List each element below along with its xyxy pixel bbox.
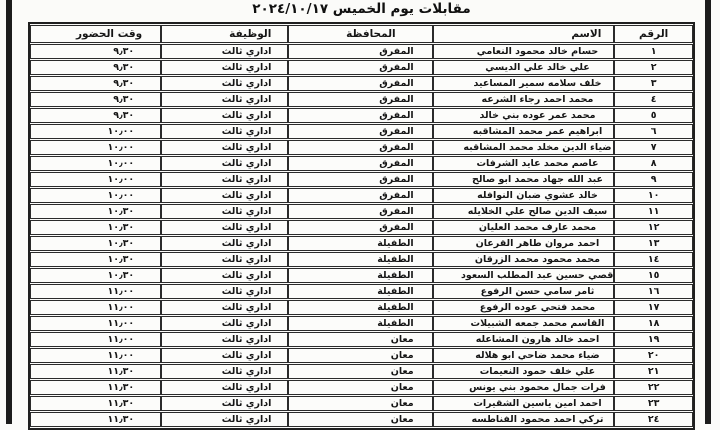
cell-time: ١٠٫٠٠ <box>30 172 161 187</box>
cell-number: ٢٢ <box>614 380 693 395</box>
cell-job: اداري ثالث <box>161 188 288 203</box>
cell-name: عبد الله جهاد محمد ابو صالح <box>433 172 615 187</box>
cell-number: ١٦ <box>614 284 693 299</box>
header-row <box>30 25 693 43</box>
cell-name: محمد فتحي عوده الرفوع <box>433 300 615 315</box>
cell-number: ١٧ <box>614 300 693 315</box>
cell-time: ١٠٫٠٠ <box>30 156 161 171</box>
cell-name: عاصم محمد عايد الشرفات <box>433 156 615 171</box>
cell-governorate: المفرق <box>288 188 432 203</box>
cell-governorate: المفرق <box>288 108 432 123</box>
cell-governorate: معان <box>288 364 432 379</box>
header-cell-name: الاسم <box>433 25 615 43</box>
cell-governorate: الطفيلة <box>288 252 432 267</box>
cell-name: احمد امين ياسين الشقيرات <box>433 396 615 411</box>
cell-governorate: المفرق <box>288 44 432 59</box>
cell-number: ٨ <box>614 156 693 171</box>
cell-time: ١٠٫٣٠ <box>30 236 161 251</box>
cell-time: ٩٫٣٠ <box>30 60 161 75</box>
cell-name: محمد عمر عوده بني خالد <box>433 108 615 123</box>
cell-time: ١٠٫٣٠ <box>30 268 161 283</box>
cell-time: ١٠٫٠٠ <box>30 188 161 203</box>
table-row <box>30 284 693 299</box>
cell-number: ٥ <box>614 108 693 123</box>
cell-job: اداري ثالث <box>161 396 288 411</box>
table-row <box>30 76 693 91</box>
header-cell-governorate: المحافظة <box>288 25 432 43</box>
cell-governorate: معان <box>288 348 432 363</box>
table-row <box>30 220 693 235</box>
header-cell-time: وقت الحضور <box>30 25 161 43</box>
cell-name: محمد احمد رجاء الشرعه <box>433 92 615 107</box>
cell-job: اداري ثالث <box>161 140 288 155</box>
cell-job: اداري ثالث <box>161 60 288 75</box>
cell-governorate: الطفيلة <box>288 300 432 315</box>
cell-governorate: معان <box>288 412 432 427</box>
cell-name: احمد خالد هارون المشاعله <box>433 332 615 347</box>
table-row <box>30 204 693 219</box>
cell-job: اداري ثالث <box>161 332 288 347</box>
table-row <box>30 252 693 267</box>
cell-job: اداري ثالث <box>161 220 288 235</box>
cell-governorate: معان <box>288 396 432 411</box>
table-row <box>30 380 693 395</box>
cell-job: اداري ثالث <box>161 252 288 267</box>
table-row <box>30 140 693 155</box>
cell-name: تركي احمد محمود الفناطسه <box>433 412 615 427</box>
table-row <box>30 332 693 347</box>
cell-name: فرات جمال محمود بني يونس <box>433 380 615 395</box>
cell-time: ٩٫٣٠ <box>30 108 161 123</box>
cell-time: ٩٫٣٠ <box>30 44 161 59</box>
schedule-table <box>28 22 695 430</box>
cell-time: ٩٫٣٠ <box>30 92 161 107</box>
table-row <box>30 92 693 107</box>
cell-name: ضياء محمد ضاحي ابو هلاله <box>433 348 615 363</box>
page-border-right <box>705 0 711 424</box>
cell-name: علي خالد علي الديسي <box>433 60 615 75</box>
table-body <box>30 44 693 427</box>
cell-job: اداري ثالث <box>161 412 288 427</box>
page-border-left <box>6 0 12 424</box>
cell-number: ٢ <box>614 60 693 75</box>
cell-time: ١١٫٠٠ <box>30 332 161 347</box>
cell-time: ١١٫٠٠ <box>30 316 161 331</box>
cell-number: ١٠ <box>614 188 693 203</box>
document-title: مقابلات يوم الخميس ٢٠٢٤/١٠/١٧ <box>252 1 471 17</box>
cell-job: اداري ثالث <box>161 236 288 251</box>
table-row <box>30 188 693 203</box>
cell-number: ١١ <box>614 204 693 219</box>
cell-governorate: المفرق <box>288 220 432 235</box>
cell-governorate: المفرق <box>288 140 432 155</box>
cell-time: ١٠٫٠٠ <box>30 124 161 139</box>
cell-governorate: الطفيلة <box>288 284 432 299</box>
cell-time: ١٠٫٣٠ <box>30 252 161 267</box>
cell-number: ٦ <box>614 124 693 139</box>
cell-time: ١١٫٣٠ <box>30 396 161 411</box>
cell-governorate: المفرق <box>288 76 432 91</box>
cell-job: اداري ثالث <box>161 268 288 283</box>
cell-number: ١٩ <box>614 332 693 347</box>
cell-governorate: المفرق <box>288 156 432 171</box>
cell-number: ٢٣ <box>614 396 693 411</box>
table-row <box>30 396 693 411</box>
cell-name: سيف الدين صالح علي الخلايله <box>433 204 615 219</box>
table-row <box>30 348 693 363</box>
cell-time: ٩٫٣٠ <box>30 76 161 91</box>
cell-job: اداري ثالث <box>161 300 288 315</box>
table-row <box>30 364 693 379</box>
table-row <box>30 108 693 123</box>
cell-number: ١٣ <box>614 236 693 251</box>
cell-governorate: الطفيلة <box>288 236 432 251</box>
cell-number: ١٤ <box>614 252 693 267</box>
cell-time: ١١٫٠٠ <box>30 348 161 363</box>
cell-number: ٩ <box>614 172 693 187</box>
cell-job: اداري ثالث <box>161 204 288 219</box>
table-row <box>30 236 693 251</box>
header-cell-number: الرقم <box>614 25 693 43</box>
cell-number: ١٢ <box>614 220 693 235</box>
cell-job: اداري ثالث <box>161 284 288 299</box>
cell-time: ١١٫٣٠ <box>30 364 161 379</box>
table-row <box>30 60 693 75</box>
cell-governorate: الطفيلة <box>288 268 432 283</box>
table-row <box>30 412 693 427</box>
cell-name: خلف سلامه سمير المساعيد <box>433 76 615 91</box>
cell-governorate: المفرق <box>288 172 432 187</box>
cell-time: ١٠٫٠٠ <box>30 140 161 155</box>
cell-number: ١٥ <box>614 268 693 283</box>
table-row <box>30 156 693 171</box>
cell-job: اداري ثالث <box>161 156 288 171</box>
cell-name: علي خلف حمود النعيمات <box>433 364 615 379</box>
cell-governorate: المفرق <box>288 92 432 107</box>
cell-governorate: الطفيلة <box>288 316 432 331</box>
cell-time: ١٠٫٣٠ <box>30 220 161 235</box>
cell-number: ١٨ <box>614 316 693 331</box>
cell-governorate: معان <box>288 332 432 347</box>
table-row <box>30 300 693 315</box>
table-row <box>30 316 693 331</box>
cell-job: اداري ثالث <box>161 364 288 379</box>
cell-name: القاسم محمد جمعه الشبيلات <box>433 316 615 331</box>
cell-governorate: معان <box>288 380 432 395</box>
cell-time: ١٠٫٣٠ <box>30 204 161 219</box>
cell-number: ٢٠ <box>614 348 693 363</box>
cell-job: اداري ثالث <box>161 316 288 331</box>
cell-name: احمد مروان طاهر القرعان <box>433 236 615 251</box>
cell-job: اداري ثالث <box>161 348 288 363</box>
cell-number: ٧ <box>614 140 693 155</box>
cell-number: ٤ <box>614 92 693 107</box>
cell-job: اداري ثالث <box>161 76 288 91</box>
table-row <box>30 268 693 283</box>
header-cell-job: الوظيفة <box>161 25 288 43</box>
cell-number: ٢١ <box>614 364 693 379</box>
table-row <box>30 44 693 59</box>
cell-governorate: المفرق <box>288 60 432 75</box>
cell-name: ثامر سامي حسن الرفوع <box>433 284 615 299</box>
cell-name: محمد عارف محمد العليان <box>433 220 615 235</box>
table-row <box>30 124 693 139</box>
cell-name: ابراهيم عمر محمد المشاقبه <box>433 124 615 139</box>
cell-number: ٢٤ <box>614 412 693 427</box>
cell-job: اداري ثالث <box>161 172 288 187</box>
cell-time: ١١٫٣٠ <box>30 412 161 427</box>
cell-time: ١١٫٣٠ <box>30 380 161 395</box>
cell-time: ١١٫٠٠ <box>30 300 161 315</box>
cell-number: ١ <box>614 44 693 59</box>
cell-name: ضياء الدين مخلد محمد المشاقبه <box>433 140 615 155</box>
cell-job: اداري ثالث <box>161 108 288 123</box>
cell-name: خالد عشوي ضبان النوافله <box>433 188 615 203</box>
cell-governorate: المفرق <box>288 124 432 139</box>
cell-number: ٣ <box>614 76 693 91</box>
cell-name: محمد محمود محمد الزرقان <box>433 252 615 267</box>
table-row <box>30 172 693 187</box>
cell-job: اداري ثالث <box>161 92 288 107</box>
cell-name: قصي حسين عبد المطلب السعود <box>433 268 615 283</box>
cell-job: اداري ثالث <box>161 44 288 59</box>
cell-governorate: المفرق <box>288 204 432 219</box>
cell-job: اداري ثالث <box>161 124 288 139</box>
cell-job: اداري ثالث <box>161 380 288 395</box>
cell-name: حسام خالد محمود النعامي <box>433 44 615 59</box>
cell-time: ١١٫٠٠ <box>30 284 161 299</box>
